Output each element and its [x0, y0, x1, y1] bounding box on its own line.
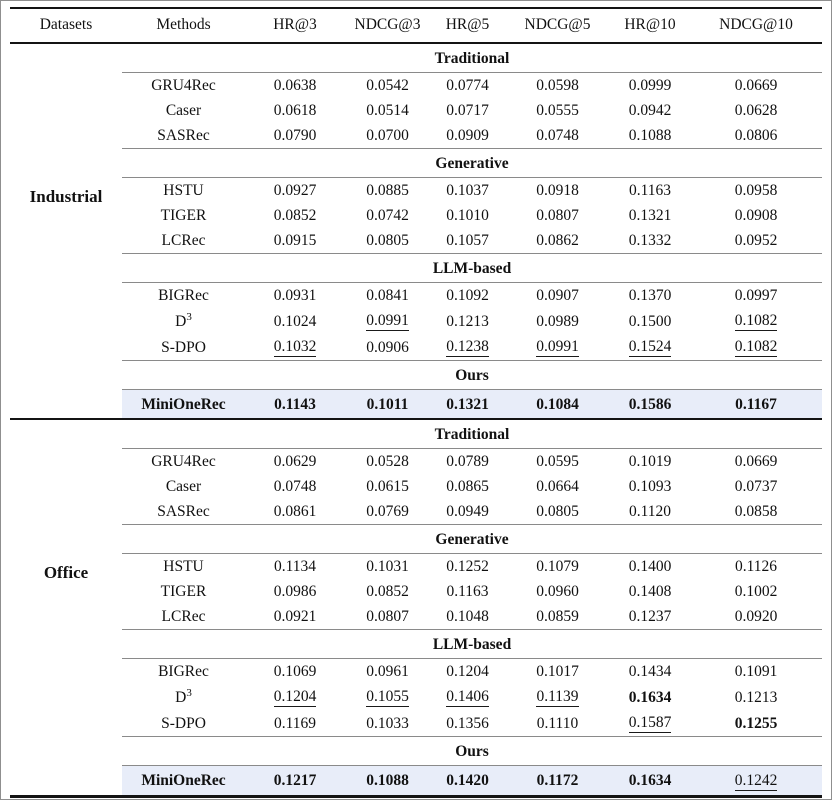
group-header-row	[10, 254, 822, 283]
col-header-hr5: HR@5	[430, 8, 505, 43]
metric-value: 0.1139	[536, 688, 579, 705]
group-label: Generative	[122, 149, 822, 178]
metric-value: 0.0664	[536, 478, 579, 495]
metric-value: 0.0949	[446, 503, 489, 520]
metric-value: 0.0789	[446, 453, 489, 470]
metric-value: 0.0805	[536, 503, 579, 520]
metric-value: 0.0859	[536, 608, 579, 625]
metric-value: 0.1242	[690, 766, 822, 797]
method-name: LCRec	[161, 232, 206, 249]
metric-value: 0.1134	[273, 558, 317, 575]
metric-value: 0.0961	[366, 663, 409, 680]
metric-value: 0.1079	[536, 558, 579, 575]
metric-value: 0.1033	[366, 714, 409, 732]
group-label: Ours	[122, 361, 822, 390]
method-name: TIGER	[160, 583, 207, 600]
metric-value: 0.1163	[628, 182, 672, 199]
metric-value: 0.1400	[628, 558, 672, 575]
metric-value: 0.0841	[366, 287, 409, 304]
method-name: $D^3$	[175, 310, 192, 330]
metric-value: 0.1252	[446, 558, 489, 575]
method-name: $D^3$	[175, 686, 192, 706]
metric-value: 0.0774	[446, 77, 489, 94]
metric-value: 0.0514	[366, 102, 409, 119]
table-row	[10, 579, 822, 604]
metric-value: 0.1213	[734, 688, 778, 706]
method-name: Caser	[165, 102, 202, 119]
results-table	[10, 7, 822, 798]
metric-value: 0.0852	[273, 207, 317, 224]
metric-value: 0.0958	[734, 182, 778, 199]
metric-value: 0.0737	[734, 478, 778, 495]
metric-value: 0.0669	[734, 77, 778, 94]
col-header-ndcg5: NDCG@5	[505, 8, 610, 43]
header-row	[10, 8, 822, 43]
method-name: MiniOneRec	[122, 390, 245, 420]
group-label: LLM-based	[122, 254, 822, 283]
metric-value: 0.0997	[734, 287, 778, 304]
group-header-row	[10, 149, 822, 178]
metric-value: 0.1356	[446, 714, 489, 732]
metric-value: 0.1126	[734, 558, 778, 575]
metric-value: 0.0907	[536, 287, 579, 304]
metric-value: 0.1167	[690, 390, 822, 420]
metric-value: 0.0952	[734, 232, 778, 249]
method-name: S-DPO	[161, 714, 206, 732]
group-label: Traditional	[122, 419, 822, 449]
metric-value: 0.1321	[628, 207, 672, 224]
metric-value: 0.0942	[628, 102, 672, 119]
metric-value: 0.1238	[446, 338, 489, 355]
metric-value: 0.1002	[734, 583, 778, 600]
metric-value: 0.1143	[245, 390, 345, 420]
col-header-hr3: HR@3	[245, 8, 345, 43]
metric-value: 0.0908	[734, 207, 778, 224]
group-header-row	[10, 43, 822, 73]
metric-value: 0.0769	[366, 503, 409, 520]
metric-value: 0.0920	[734, 608, 778, 625]
metric-value: 0.1069	[273, 663, 317, 680]
metric-value: 0.0628	[734, 102, 778, 119]
metric-value: 0.1524	[628, 338, 672, 355]
group-header-row	[10, 737, 822, 766]
method-name: MiniOneRec	[122, 766, 245, 797]
metric-value: 0.1024	[273, 312, 317, 330]
metric-value: 0.0921	[273, 608, 317, 625]
table-row	[10, 604, 822, 630]
metric-value: 0.0865	[446, 478, 489, 495]
metric-value: 0.1084	[505, 390, 610, 420]
col-header-ndcg3: NDCG@3	[345, 8, 430, 43]
table-row	[10, 499, 822, 525]
metric-value: 0.0915	[273, 232, 317, 249]
metric-value: 0.0615	[366, 478, 409, 495]
method-name: HSTU	[163, 558, 204, 575]
method-name: Caser	[165, 478, 202, 495]
metric-value: 0.0991	[366, 312, 409, 329]
metric-value: 0.1091	[734, 663, 778, 680]
metric-value: 0.0542	[366, 77, 409, 94]
metric-value: 0.1204	[446, 663, 489, 680]
metric-value: 0.0806	[734, 127, 778, 144]
table-row	[10, 710, 822, 737]
metric-value: 0.0986	[273, 583, 317, 600]
metric-value: 0.1082	[734, 312, 778, 329]
metric-value: 0.1031	[366, 558, 409, 575]
metric-value: 0.0742	[366, 207, 409, 224]
metric-value: 0.0861	[273, 503, 317, 520]
dataset-label: Industrial	[29, 186, 103, 206]
metric-value: 0.1370	[628, 287, 672, 304]
col-header-ndcg10: NDCG@10	[690, 8, 822, 43]
metric-value: 0.0805	[366, 232, 409, 249]
metric-value: 0.0862	[536, 232, 579, 249]
table-row	[10, 474, 822, 499]
group-header-row	[10, 630, 822, 659]
metric-value: 0.0807	[536, 207, 579, 224]
table-row	[10, 228, 822, 254]
table-row	[10, 684, 822, 710]
table-header	[10, 8, 822, 43]
metric-value: 0.1172	[505, 766, 610, 797]
table-row	[10, 334, 822, 361]
metric-value: 0.1088	[628, 127, 672, 144]
metric-value: 0.0906	[366, 338, 409, 356]
metric-value: 0.0909	[446, 127, 489, 144]
metric-value: 0.0629	[273, 453, 317, 470]
metric-value: 0.0999	[628, 77, 672, 94]
metric-value: 0.1017	[536, 663, 579, 680]
metric-value: 0.1587	[628, 714, 672, 731]
metric-value: 0.0700	[366, 127, 409, 144]
metric-value: 0.0748	[273, 478, 317, 495]
group-label: Ours	[122, 737, 822, 766]
col-header-methods: Methods	[122, 8, 245, 43]
metric-value: 0.1217	[245, 766, 345, 797]
method-name: SASRec	[157, 503, 210, 520]
metric-value: 0.1321	[430, 390, 505, 420]
group-label: Traditional	[122, 43, 822, 73]
metric-value: 0.0598	[536, 77, 579, 94]
dataset-section-industrial	[10, 43, 822, 419]
method-name: GRU4Rec	[151, 77, 216, 94]
metric-value: 0.0931	[273, 287, 317, 304]
metric-value: 0.1048	[446, 608, 489, 625]
metric-value: 0.1586	[610, 390, 690, 420]
metric-value: 0.1093	[628, 478, 672, 495]
metric-value: 0.0807	[366, 608, 409, 625]
metric-value: 0.1088	[345, 766, 430, 797]
metric-value: 0.0927	[273, 182, 317, 199]
method-name: S-DPO	[161, 338, 206, 356]
metric-value: 0.0790	[273, 127, 317, 144]
metric-value: 0.0595	[536, 453, 579, 470]
metric-value: 0.1237	[628, 608, 672, 625]
metric-value: 0.0638	[273, 77, 317, 94]
metric-value: 0.0748	[536, 127, 579, 144]
table-row	[10, 123, 822, 149]
metric-value: 0.0960	[536, 583, 579, 600]
table-row	[10, 390, 822, 420]
metric-value: 0.1163	[446, 583, 489, 600]
metric-value: 0.1169	[273, 714, 317, 732]
method-name: BIGRec	[158, 663, 209, 680]
metric-value: 0.0918	[536, 182, 579, 199]
metric-value: 0.1011	[345, 390, 430, 420]
metric-value: 0.1057	[446, 232, 489, 249]
metric-value: 0.0669	[734, 453, 778, 470]
metric-value: 0.1434	[628, 663, 672, 680]
metric-value: 0.1037	[446, 182, 489, 199]
metric-value: 0.1092	[446, 287, 489, 304]
metric-value: 0.1634	[610, 766, 690, 797]
method-name: SASRec	[157, 127, 210, 144]
table-row	[10, 73, 822, 99]
metric-value: 0.1120	[628, 503, 672, 520]
method-name: GRU4Rec	[151, 453, 216, 470]
table-row	[10, 659, 822, 685]
table-row	[10, 449, 822, 475]
table-row	[10, 203, 822, 228]
method-name: TIGER	[160, 207, 207, 224]
metric-value: 0.1408	[628, 583, 672, 600]
metric-value: 0.1019	[628, 453, 672, 470]
dataset-section-office	[10, 419, 822, 797]
metric-value: 0.0555	[536, 102, 579, 119]
group-header-row	[10, 419, 822, 449]
metric-value: 0.1255	[734, 714, 778, 732]
metric-value: 0.0852	[366, 583, 409, 600]
metric-value: 0.1010	[446, 207, 489, 224]
method-name: LCRec	[161, 608, 206, 625]
metric-value: 0.0885	[366, 182, 409, 199]
col-header-hr10: HR@10	[610, 8, 690, 43]
method-name: HSTU	[163, 182, 204, 199]
group-header-row	[10, 361, 822, 390]
metric-value: 0.0858	[734, 503, 778, 520]
metric-value: 0.1213	[446, 312, 489, 330]
metric-value: 0.0618	[273, 102, 317, 119]
metric-value: 0.1055	[366, 688, 409, 705]
metric-value: 0.1082	[734, 338, 778, 355]
table-row	[10, 554, 822, 580]
table-row	[10, 308, 822, 334]
metric-value: 0.0989	[536, 312, 579, 330]
metric-value: 0.1420	[430, 766, 505, 797]
method-name: BIGRec	[158, 287, 209, 304]
group-label: Generative	[122, 525, 822, 554]
metric-value: 0.1406	[446, 688, 489, 705]
metric-value: 0.1634	[628, 688, 672, 706]
metric-value: 0.1332	[628, 232, 672, 249]
metric-value: 0.1500	[628, 312, 672, 330]
group-label: LLM-based	[122, 630, 822, 659]
table-row	[10, 283, 822, 309]
metric-value: 0.1110	[536, 714, 579, 732]
table-row	[10, 766, 822, 797]
metric-value: 0.0991	[536, 338, 579, 355]
table-row	[10, 98, 822, 123]
metric-value: 0.0528	[366, 453, 409, 470]
metric-value: 0.1204	[273, 688, 317, 705]
metric-value: 0.0717	[446, 102, 489, 119]
group-header-row	[10, 525, 822, 554]
col-header-datasets: Datasets	[10, 8, 122, 43]
metric-value: 0.1032	[273, 338, 317, 355]
table-row	[10, 178, 822, 204]
dataset-label: Office	[43, 563, 89, 582]
